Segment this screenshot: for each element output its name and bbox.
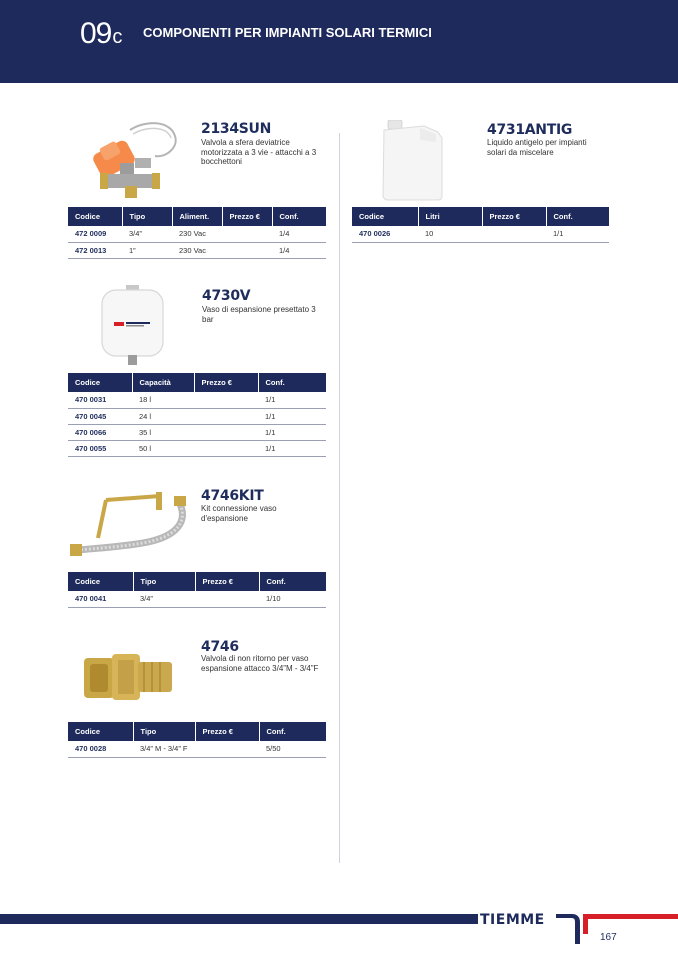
- brand-logo-icon: [556, 912, 678, 946]
- cell-price: [194, 408, 258, 424]
- table-header-row: [68, 722, 326, 741]
- expansion-vessel-image: [100, 285, 165, 369]
- cell-code: 470 0066: [68, 424, 132, 440]
- page-title: COMPONENTI PER IMPIANTI SOLARI TERMICI: [143, 25, 432, 40]
- cell-price: [222, 226, 272, 242]
- spec-table-4730v: [68, 373, 326, 457]
- cell-conf: 1/4: [272, 242, 326, 258]
- section-number: 09c: [80, 17, 122, 50]
- cell-type: 3/4”: [133, 591, 195, 607]
- cell-price: [194, 424, 258, 440]
- col-header: Prezzo €: [222, 207, 272, 226]
- antifreeze-canister-image: [380, 120, 446, 202]
- cell-code: 470 0045: [68, 408, 132, 424]
- cell-conf: 5/50: [259, 741, 326, 757]
- product-desc-2134sun: Valvola a sfera deviatrice motorizzata a 3 vie - attacchi a 3 bocchettoni: [201, 138, 317, 166]
- cell-price: [195, 591, 259, 607]
- col-header: Prezzo €: [195, 572, 259, 591]
- spec-table-4746: [68, 722, 326, 758]
- product-desc-4730v: Vaso di espansione presettato 3 bar: [202, 305, 316, 324]
- col-header: Litri: [418, 207, 482, 226]
- product-desc-4731antig: Liquido antigelo per impianti solari da miscelare: [487, 138, 587, 157]
- table-row: [68, 226, 326, 242]
- cell-code: 470 0031: [68, 392, 132, 408]
- col-header: Prezzo €: [195, 722, 259, 741]
- cell-price: [195, 741, 259, 757]
- col-header: Codice: [352, 207, 418, 226]
- col-header: Codice: [68, 373, 132, 392]
- cell-conf: 1/10: [259, 591, 326, 607]
- table-header-row: [68, 207, 326, 226]
- motorized-valve-image: [75, 118, 195, 200]
- table-row: [352, 226, 609, 242]
- cell-price: [194, 440, 258, 456]
- product-desc-4746: Valvola di non ritorno per vaso espansione attacco 3/4”M - 3/4”F: [201, 654, 319, 673]
- col-header: Tipo: [122, 207, 172, 226]
- col-header: Aliment.: [172, 207, 222, 226]
- cell-code: 472 0013: [68, 242, 122, 258]
- cell-code: 472 0009: [68, 226, 122, 242]
- col-header: Prezzo €: [194, 373, 258, 392]
- cell-capacity: 35 l: [132, 424, 194, 440]
- product-code-2134sun: 2134SUN: [201, 121, 272, 137]
- col-header: Codice: [68, 572, 133, 591]
- cell-power: 230 Vac: [172, 242, 222, 258]
- table-header-row: [68, 572, 326, 591]
- cell-liters: 10: [418, 226, 482, 242]
- cell-type: 1”: [122, 242, 172, 258]
- col-header: Conf.: [272, 207, 326, 226]
- table-row: [68, 408, 326, 424]
- cell-price: [222, 242, 272, 258]
- table-header-row: [68, 373, 326, 392]
- cell-conf: 1/1: [258, 408, 326, 424]
- cell-power: 230 Vac: [172, 226, 222, 242]
- table-row: [68, 741, 326, 757]
- col-header: Conf.: [258, 373, 326, 392]
- cell-price: [194, 392, 258, 408]
- cell-capacity: 24 l: [132, 408, 194, 424]
- page-header: [0, 0, 678, 83]
- table-row: [68, 440, 326, 456]
- column-divider: [339, 133, 340, 863]
- table-row: [68, 424, 326, 440]
- spec-table-4731antig: [352, 207, 609, 243]
- product-desc-4746kit: Kit connessione vaso d'espansione: [201, 504, 277, 523]
- section-sub: c: [112, 26, 122, 48]
- cell-conf: 1/4: [272, 226, 326, 242]
- product-code-4746kit: 4746KIT: [201, 488, 264, 504]
- cell-type: 3/4”: [122, 226, 172, 242]
- cell-price: [482, 226, 546, 242]
- cell-conf: 1/1: [258, 440, 326, 456]
- cell-code: 470 0055: [68, 440, 132, 456]
- cell-code: 470 0041: [68, 591, 133, 607]
- col-header: Tipo: [133, 572, 195, 591]
- col-header: Codice: [68, 207, 122, 226]
- cell-conf: 1/1: [546, 226, 609, 242]
- table-row: [68, 242, 326, 258]
- cell-capacity: 50 l: [132, 440, 194, 456]
- spec-table-4746kit: [68, 572, 326, 608]
- check-valve-image: [82, 646, 178, 708]
- cell-type: 3/4” M - 3/4” F: [133, 741, 195, 757]
- cell-conf: 1/1: [258, 424, 326, 440]
- cell-capacity: 18 l: [132, 392, 194, 408]
- connection-kit-image: [68, 492, 193, 560]
- brand-logo-text: TIEMME: [480, 912, 545, 928]
- product-code-4731antig: 4731ANTIG: [487, 122, 573, 138]
- table-row: [68, 591, 326, 607]
- cell-conf: 1/1: [258, 392, 326, 408]
- col-header: Conf.: [259, 572, 326, 591]
- product-code-4746: 4746: [201, 639, 239, 655]
- footer-bar: [0, 914, 478, 924]
- spec-table-2134sun: [68, 207, 326, 259]
- cell-code: 470 0028: [68, 741, 133, 757]
- page-number: 167: [600, 932, 617, 943]
- col-header: Prezzo €: [482, 207, 546, 226]
- cell-code: 470 0026: [352, 226, 418, 242]
- col-header: Tipo: [133, 722, 195, 741]
- col-header: Capacità: [132, 373, 194, 392]
- table-header-row: [352, 207, 609, 226]
- table-row: [68, 392, 326, 408]
- col-header: Codice: [68, 722, 133, 741]
- col-header: Conf.: [259, 722, 326, 741]
- product-code-4730v: 4730V: [202, 288, 251, 304]
- col-header: Conf.: [546, 207, 609, 226]
